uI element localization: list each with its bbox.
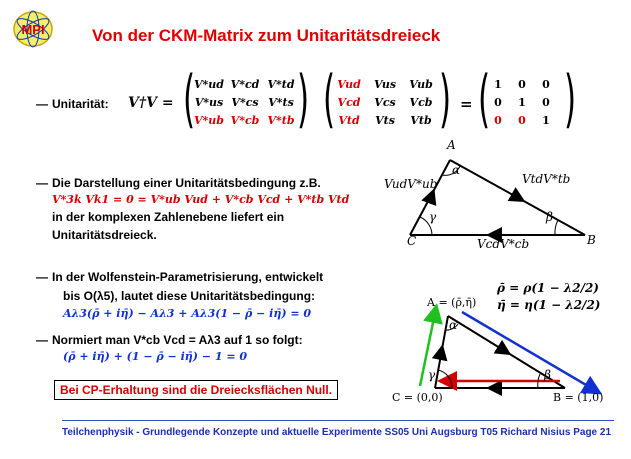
bullet3-line1: In der Wolfenstein-Parametrisierung, entwickelt xyxy=(52,270,324,284)
unitarity-lhs: V†V = xyxy=(128,95,174,111)
matrix-equals: = xyxy=(460,95,473,113)
eta-bar-definition: η̄ = η(1 − λ2/2) xyxy=(497,298,601,312)
v-32: Vts xyxy=(375,114,395,127)
id-11: 1 xyxy=(494,78,502,91)
v-22: Vcs xyxy=(374,96,396,109)
unitarity-label: Unitarität: xyxy=(52,97,109,111)
v-33: Vtb xyxy=(410,114,432,127)
triangle2-gamma: γ xyxy=(428,368,436,382)
v-21: Vcd xyxy=(337,96,361,109)
id-32: 0 xyxy=(518,114,526,127)
bullet-dash-3: — xyxy=(36,270,48,284)
triangle1-vertex-c: C xyxy=(407,234,417,248)
bullet-dash-1: — xyxy=(36,97,48,111)
bullet4-line1: Normiert man V*cb Vcd = Aλ3 auf 1 so folgt: xyxy=(52,333,303,347)
triangle1-left-arrow xyxy=(430,192,433,200)
vdag-31: V*ub xyxy=(194,114,224,127)
triangle2-vertex-a: A = (ρ̄,η̄) xyxy=(427,296,477,309)
triangle1-side-bottom: VcdV*cb xyxy=(477,237,530,251)
v-12: Vus xyxy=(373,78,397,91)
bullet-dash-4: — xyxy=(36,333,48,347)
footer-divider xyxy=(62,420,614,421)
v-23: Vcb xyxy=(409,96,433,109)
paren-left: ( xyxy=(478,62,491,135)
bullet2-line3: Unitaritätsdreieck. xyxy=(52,228,157,242)
vdag-11: V*ud xyxy=(194,78,224,91)
paren-left: ( xyxy=(183,62,196,135)
bullet2-line2: in der komplexen Zahlenebene liefert ein xyxy=(52,210,285,224)
triangle1-side-right: VtdV*tb xyxy=(522,172,571,186)
triangle2-gamma-arc xyxy=(438,370,452,388)
paren-left: ( xyxy=(323,62,336,135)
matrix-identity xyxy=(478,62,578,136)
vdag-32: V*cb xyxy=(230,114,260,127)
v-31: Vtd xyxy=(338,114,360,127)
triangle2-vertex-c: C = (0,0) xyxy=(392,391,443,404)
mpi-logo xyxy=(12,10,54,48)
triangle2-alpha: α xyxy=(449,318,458,332)
logo-text: MPI xyxy=(21,22,45,37)
page-title: Von der CKM-Matrix zum Unitaritätsdreieck xyxy=(92,26,441,45)
vdag-22: V*cs xyxy=(231,96,259,109)
vdag-12: V*cd xyxy=(230,78,260,91)
bullet3-line2: bis O(λ5), lautet diese Unitaritätsbedingung: xyxy=(63,289,316,303)
paren-right: ) xyxy=(439,62,452,135)
cp-conservation-box: Bei CP-Erhaltung sind die Dreiecksflächen Null. xyxy=(54,380,338,400)
footer-text: Teilchenphysik - Grundlegende Konzepte und aktuelle Experimente SS05 Uni Augsburg T05 Richard Nisius Page 21 xyxy=(62,427,612,438)
id-33: 1 xyxy=(542,114,550,127)
triangle1-vertex-a: A xyxy=(447,138,456,152)
triangle1-side-left: VudV*ub xyxy=(384,177,438,191)
triangle2-beta: β xyxy=(544,368,551,382)
vdag-23: V*ts xyxy=(268,96,294,109)
triangle1-right-arrow xyxy=(515,196,522,200)
vdag-33: V*tb xyxy=(267,114,295,127)
triangle1-alpha: α xyxy=(452,163,461,177)
id-31: 0 xyxy=(494,114,502,127)
bullet-dash-2: — xyxy=(36,176,48,190)
bullet2-line1: Die Darstellung einer Unitaritätsbedingung z.B. xyxy=(52,176,321,190)
id-13: 0 xyxy=(542,78,550,91)
triangle1-vertex-b: B xyxy=(587,233,596,247)
rho-bar-definition: ρ̄ = ρ(1 − λ2/2) xyxy=(497,281,599,295)
bullet2-equation: V*3k Vk1 = 0 = V*ub Vud + V*cb Vcd + V*tb Vtd xyxy=(52,193,350,206)
vdag-21: V*us xyxy=(194,96,224,109)
triangle2-vertex-b: B = (1,0) xyxy=(553,391,604,404)
paren-right: ) xyxy=(297,62,310,135)
id-21: 0 xyxy=(494,96,502,109)
v-13: Vub xyxy=(409,78,433,91)
id-12: 0 xyxy=(518,78,526,91)
triangle1-beta-arc xyxy=(555,220,558,235)
v-11: Vud xyxy=(337,78,361,91)
paren-right: ) xyxy=(564,62,577,135)
triangle1-gamma: γ xyxy=(429,210,437,224)
triangle1-beta: β xyxy=(546,210,553,224)
bullet3-equation: Aλ3(ρ̄ + iη̄) − Aλ3 + Aλ3(1 − ρ̄ − iη̄) = 0 xyxy=(63,307,312,320)
bullet4-equation: (ρ̄ + iη̄) + (1 − ρ̄ − iη̄) − 1 = 0 xyxy=(63,350,248,363)
matrix-v xyxy=(323,62,453,136)
id-22: 1 xyxy=(518,96,526,109)
id-23: 0 xyxy=(542,96,550,109)
vdag-13: V*td xyxy=(267,78,295,91)
matrix-vdag xyxy=(183,62,311,136)
triangle2-right-arrow xyxy=(500,348,508,353)
